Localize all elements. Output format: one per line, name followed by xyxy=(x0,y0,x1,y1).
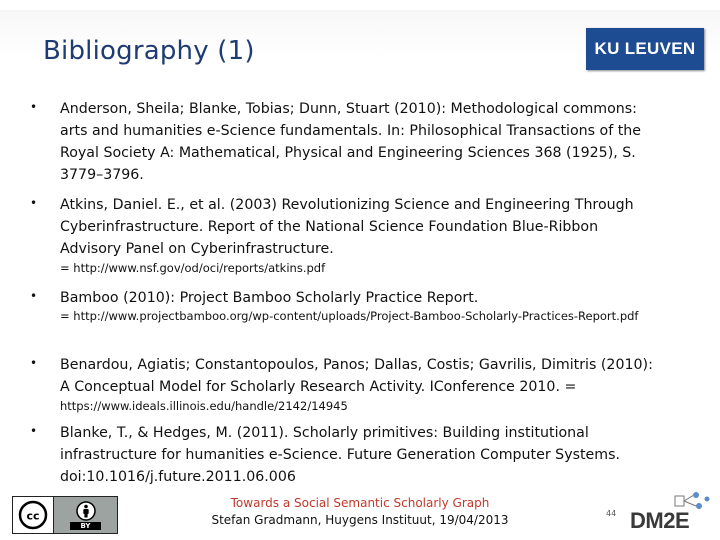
bib-entry-text: Benardou, Agiatis; Constantopoulos, Panos; Dallas, Costis; Gavrilis, Dimitris (2010): A Conceptual Model for Scholarly Research Activity. IConference 2010. = xyxy=(60,357,653,395)
bib-entry-text: Bamboo (2010): Project Bamboo Scholarly Practice Report. xyxy=(60,290,479,306)
bib-entry-url-link[interactable]: = http://www.projectbamboo.org/wp-content/uploads/Project-Bamboo-Scholarly-Practices-Report.pdf xyxy=(60,309,639,323)
attribution-person-icon xyxy=(76,501,96,521)
dm2e-logo: DM2E xyxy=(630,508,690,533)
bullet-icon: • xyxy=(30,100,38,114)
footer-subtitle: Stefan Gradmann, Huygens Instituut, 19/04/2013 xyxy=(211,513,509,527)
bullet-icon: • xyxy=(30,289,38,303)
cc-icon xyxy=(13,497,54,533)
page-number: 44 xyxy=(606,509,617,518)
bullet-icon: • xyxy=(30,424,38,438)
bullet-icon: • xyxy=(30,356,38,370)
bullet-icon: • xyxy=(30,196,38,210)
bib-entry-url-link[interactable]: https://www.ideals.illinois.edu/handle/2142/14945 xyxy=(60,399,348,413)
cc-by-label: BY xyxy=(70,522,100,530)
creative-commons-badge xyxy=(12,496,118,534)
bib-entry-text: Anderson, Sheila; Blanke, Tobias; Dunn, Stuart (2010): Methodological commons: arts and humanities e-Science fundamentals. In: Philosophical Transactions of the Royal Society A: Mathematical, Physical and Engineering Sciences 368 (1925), S. 3779–3796. xyxy=(60,101,642,183)
footer-title: Towards a Social Semantic Scholarly Graph xyxy=(230,496,490,510)
bib-entry-text: Atkins, Daniel. E., et al. (2003) Revolutionizing Science and Engineering Through Cyberinfrastructure. Report of the National Science Foundation Blue-Ribbon Advisory Panel on Cyberinfrastructure. xyxy=(60,197,634,257)
bib-entry-text: Blanke, T., & Hedges, M. (2011). Scholarly primitives: Building institutional infrastructure for humanities e-Science. Future Generation Computer Systems. doi:10.1016/j.future.2011.06.006 xyxy=(60,425,620,485)
svg-text:cc: cc xyxy=(26,509,40,523)
ku-leuven-logo: KU LEUVEN xyxy=(586,28,704,70)
page-title: Bibliography (1) xyxy=(43,36,255,66)
cc-by-section xyxy=(54,497,117,533)
bib-entry-url-link[interactable]: = http://www.nsf.gov/od/oci/reports/atkins.pdf xyxy=(60,261,326,275)
